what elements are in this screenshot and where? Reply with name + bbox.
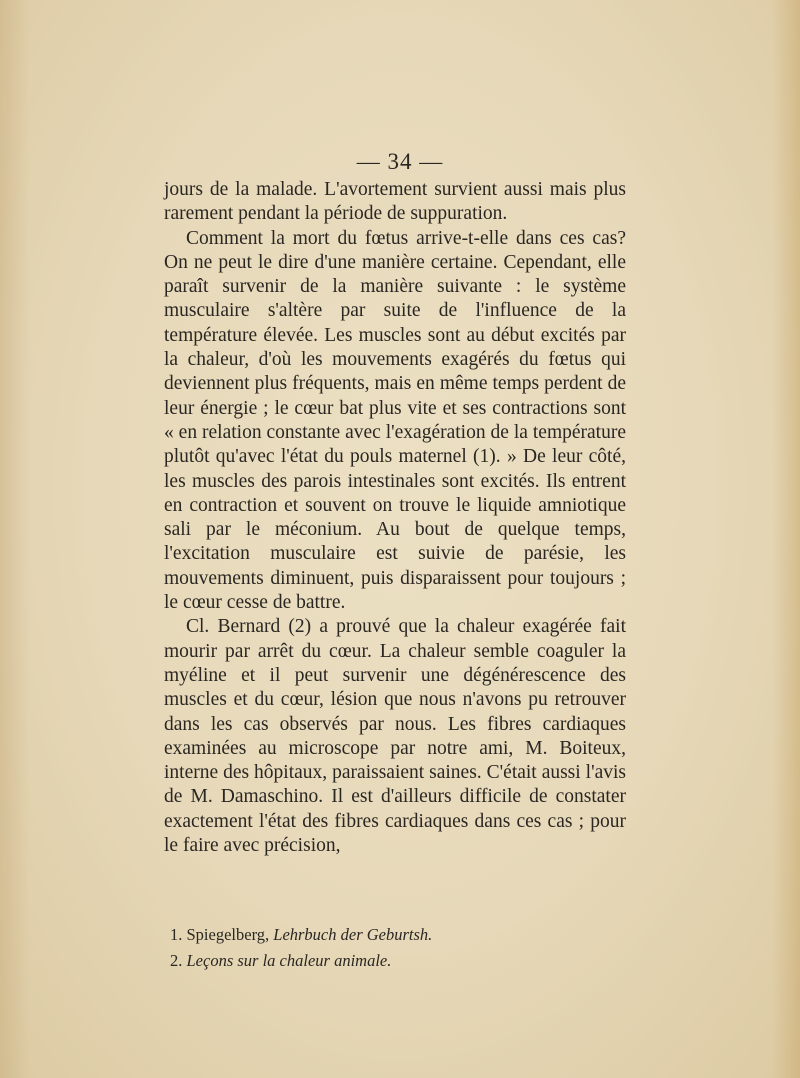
footnote-number: 2.	[170, 951, 183, 970]
paragraph-1: jours de la malade. L'avortement survient aussi mais plus rarement pendant la période de suppuration.	[164, 179, 626, 225]
footnote-2	[170, 948, 630, 974]
footnote-title: Leçons sur la chaleur animale.	[186, 951, 392, 970]
footnote-author: Spiegelberg,	[186, 925, 270, 944]
footnote-title: Lehrbuch der Geburtsh.	[273, 925, 433, 944]
page-number: — 34 —	[356, 149, 444, 174]
paragraph-3: Cl. Bernard (2) a prouvé que la chaleur exagérée fait mourir par arrêt du cœur. La chaleur semble coaguler la myéline et il peut survenir une dégénérescence des muscles et du cœur, lésion que nous n'avons pu retrouver dans les cas observés par nous. Les fibres cardiaques examinées au microscope par notre ami, M. Boiteux, interne des hôpitaux, paraissaient saines. C'était aussi l'avis de M. Damaschino. Il est d'ailleurs difficile de constater exactement l'état des fibres cardiaques dans ces cas ; pour le faire avec précision,	[164, 616, 626, 857]
footnote-number: 1.	[170, 925, 183, 944]
paragraph-2: Comment la mort du fœtus arrive-t-elle dans ces cas? On ne peut le dire d'une manière certaine. Cependant, elle paraît survenir de la manière suivante : le système musculaire s'altère par suite de l'influence de la température élevée. Les muscles sont au début excités par la chaleur, d'où les mouvements exagérés du fœtus qui deviennent plus fréquents, mais en même temps perdent de leur énergie ; le cœur bat plus vite et ses contractions sont « en relation constante avec l'exagération de la température plutôt qu'avec l'état du pouls maternel (1). » De leur côté, les muscles des parois intestinales sont excités. Ils entrent en contraction et souvent on trouve le liquide amniotique sali par le méconium. Au bout de quelque temps, l'excitation musculaire est suivie de parésie, les mouvements diminuent, puis disparaissent pour toujours ; le cœur cesse de battre.	[164, 227, 626, 614]
body-text	[164, 178, 626, 858]
footnotes	[170, 922, 630, 974]
footnote-1	[170, 922, 630, 948]
